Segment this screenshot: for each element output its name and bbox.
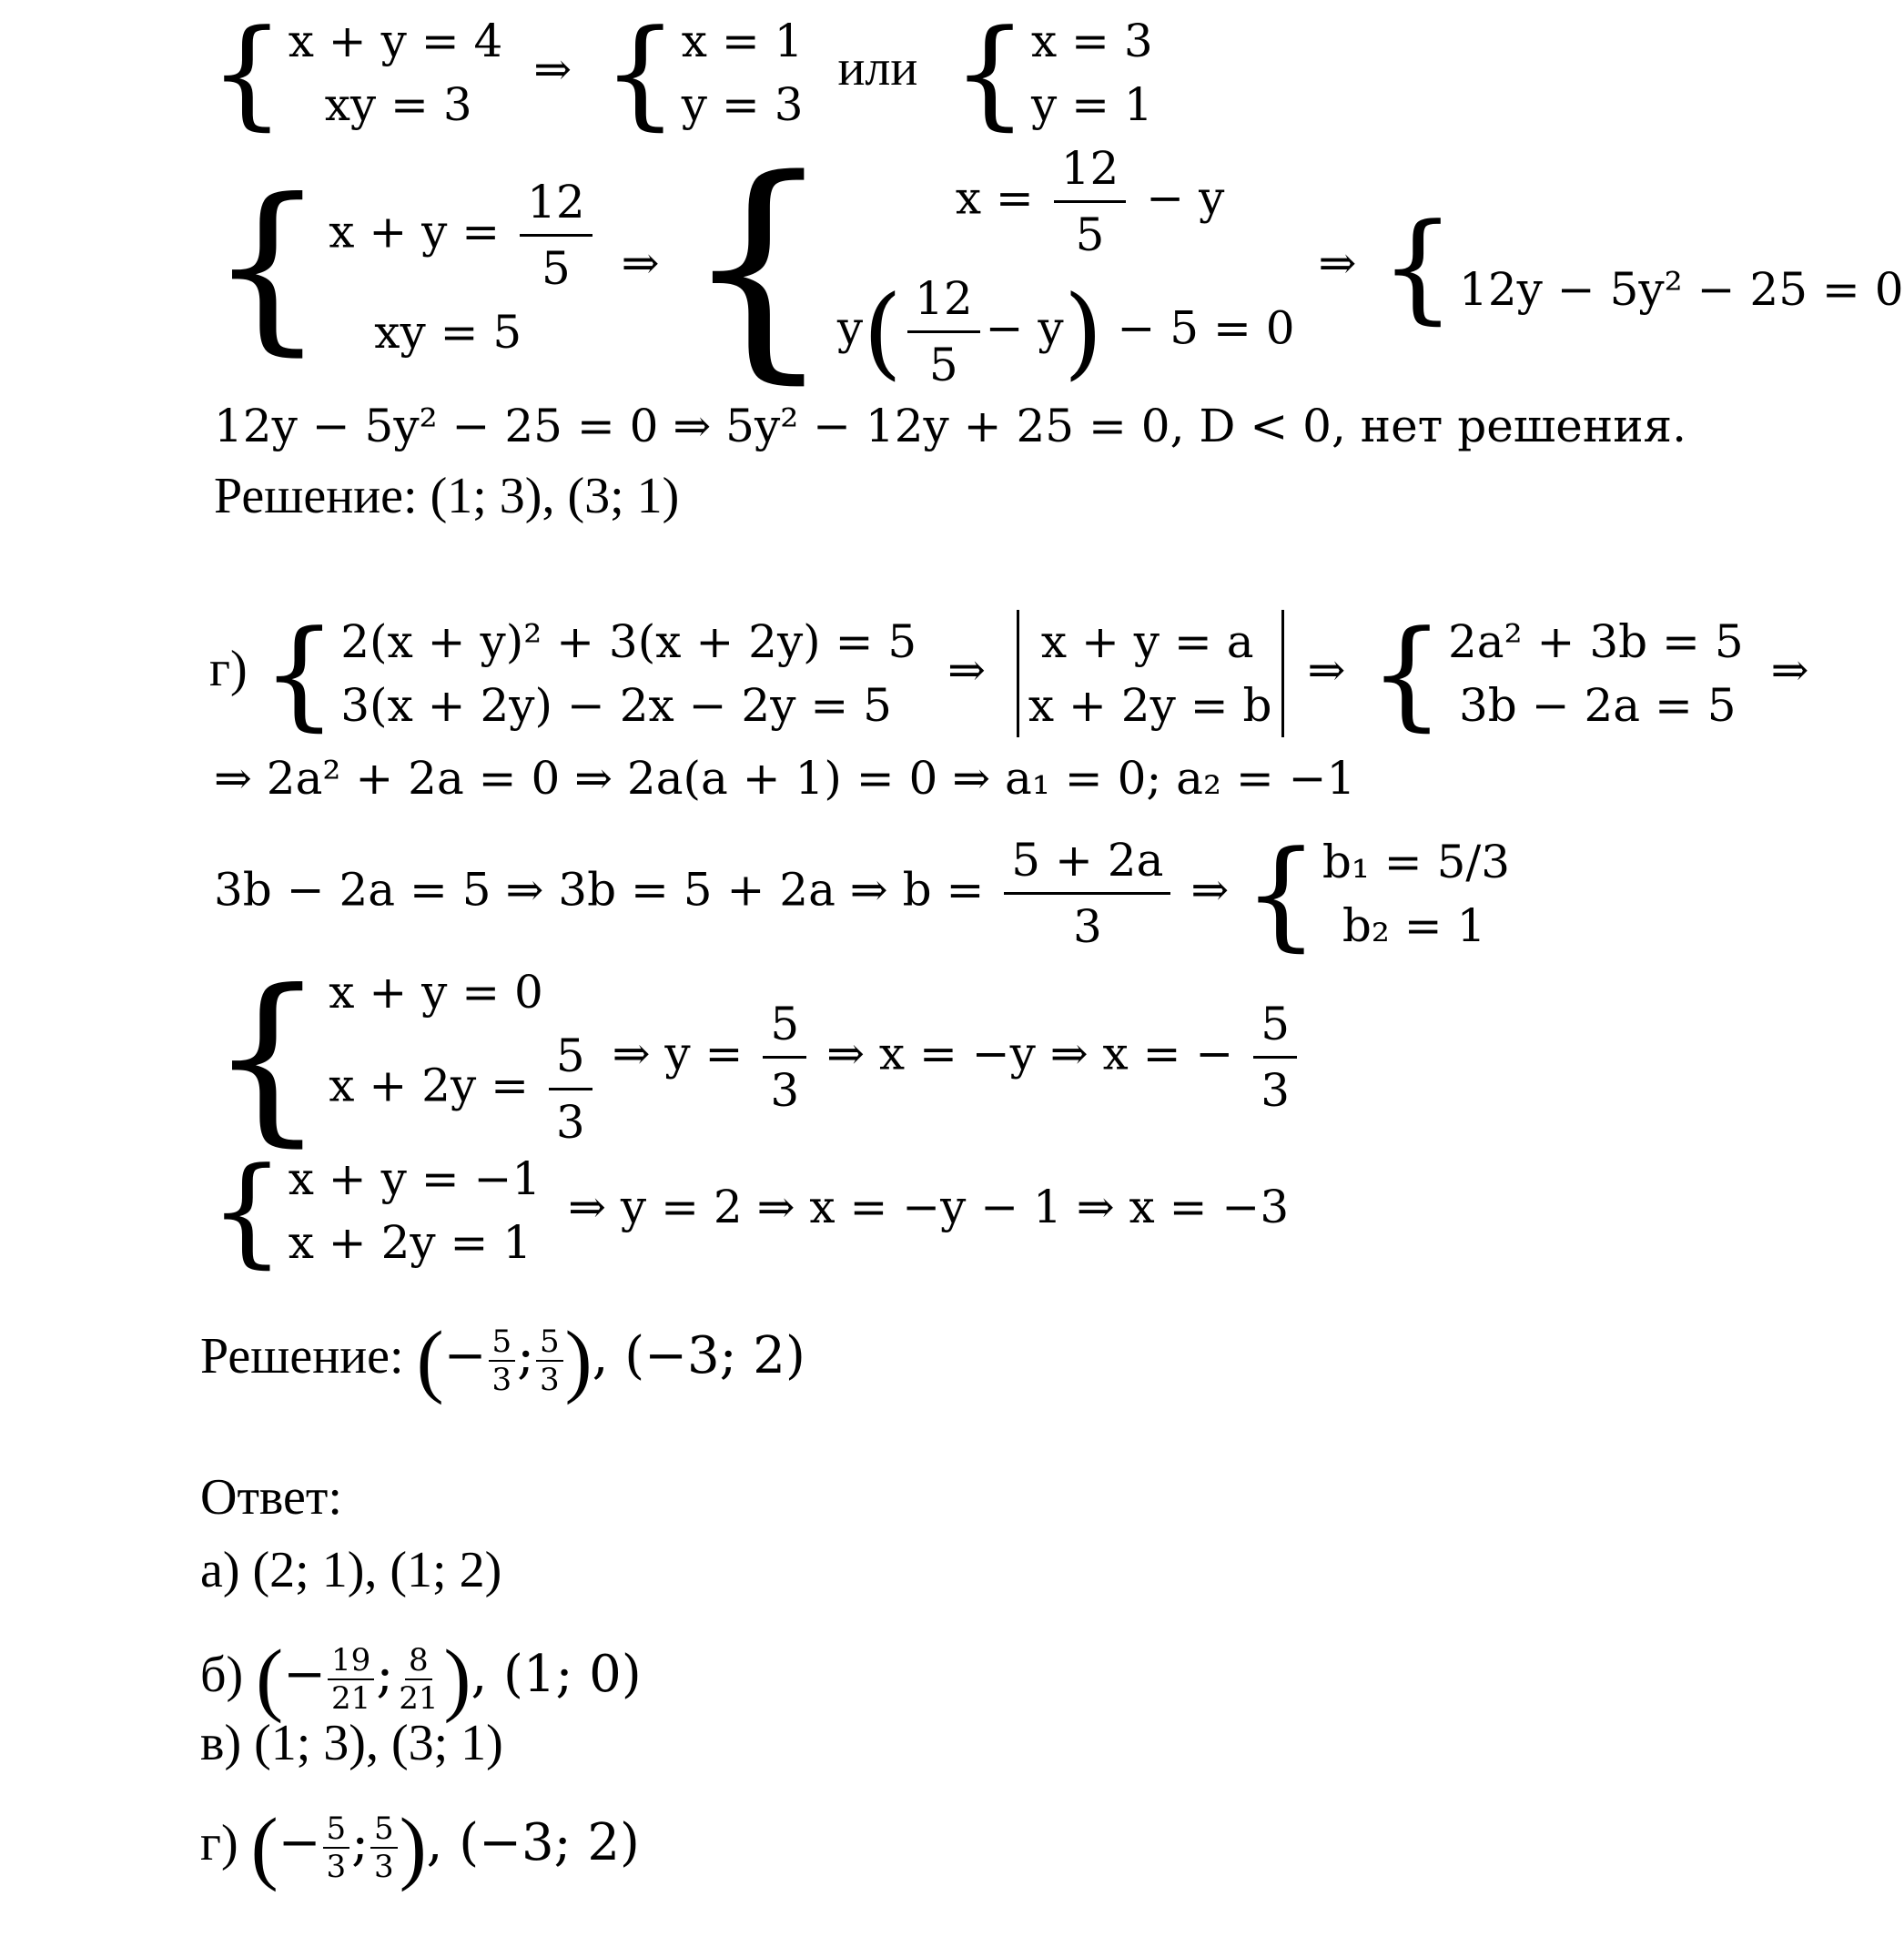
paren-open: ( bbox=[250, 1802, 279, 1892]
denominator: 3 bbox=[374, 1849, 394, 1885]
fraction bbox=[323, 1810, 350, 1885]
denominator: 3 bbox=[540, 1362, 560, 1398]
system-x1-y3 bbox=[603, 4, 804, 142]
equation: x + 2y = 1 bbox=[288, 1216, 532, 1269]
numerator: 5 bbox=[370, 1810, 398, 1849]
denominator: 3 bbox=[770, 1064, 800, 1117]
implies-arrow: ⇒ bbox=[1190, 863, 1230, 917]
paren-close: ) bbox=[399, 1802, 427, 1892]
equation: x + y = a bbox=[1040, 615, 1254, 668]
implies-arrow: ⇒ bbox=[621, 237, 660, 289]
system-original bbox=[261, 604, 917, 743]
equation: 2a² + 3b = 5 bbox=[1447, 615, 1744, 668]
brace-icon: { bbox=[261, 604, 338, 743]
paren-close: ) bbox=[1063, 273, 1103, 390]
fraction bbox=[520, 170, 592, 300]
discriminant-line: 12y − 5y² − 25 = 0 ⇒ 5y² − 12y + 25 = 0, D < 0, нет решения. bbox=[214, 400, 1686, 452]
brace-icon: { bbox=[952, 4, 1028, 142]
denominator: 5 bbox=[541, 241, 571, 295]
paren-close: ) bbox=[443, 1634, 471, 1724]
equation-prefix: y bbox=[836, 301, 864, 355]
denominator: 5 bbox=[1075, 208, 1105, 261]
brace-icon: { bbox=[603, 4, 678, 142]
paren-close: ) bbox=[564, 1315, 592, 1405]
system-case-2 bbox=[209, 1141, 542, 1280]
denominator: 3 bbox=[1261, 1064, 1291, 1117]
part-label: б) bbox=[200, 1646, 244, 1703]
implies-arrow: ⇒ bbox=[1770, 644, 1809, 696]
numerator: 5 + 2a bbox=[1004, 828, 1170, 895]
solution-g: Решение: (− $\frac{5}{3}$ ; $\frac{5}{3}$ ), (−3; 2) bbox=[200, 1315, 805, 1405]
part-label: г) bbox=[209, 641, 248, 697]
quadratic-line: ⇒ 2a² + 2a = 0 ⇒ 2a(a + 1) = 0 ⇒ a₁ = 0; a₂ = −1 bbox=[214, 752, 1356, 805]
answer-suffix: , (−3; 2) bbox=[426, 1812, 640, 1872]
system-line-1 bbox=[209, 4, 1153, 142]
numerator: 12 bbox=[1054, 137, 1127, 203]
equation-inner: − y bbox=[985, 301, 1064, 355]
system-x3-y1 bbox=[952, 4, 1153, 142]
equation: xy = 3 bbox=[324, 78, 472, 131]
equation-prefix: x + 2y = bbox=[329, 1059, 529, 1112]
system-line-g bbox=[209, 604, 1809, 743]
brace-icon: { bbox=[209, 950, 326, 1163]
implies-arrow: ⇒ bbox=[947, 644, 986, 696]
system-ab bbox=[1369, 604, 1744, 743]
denominator: 3 bbox=[326, 1849, 347, 1885]
equation: y = 3 bbox=[681, 78, 804, 131]
fraction bbox=[763, 992, 806, 1122]
implies-arrow: ⇒ bbox=[1318, 237, 1357, 289]
equation: 3(x + 2y) − 2x − 2y = 5 bbox=[340, 679, 892, 732]
equation: 3b − 2a = 5 bbox=[1458, 679, 1737, 732]
solution-line: Решение: (1; 3), (3; 1) bbox=[214, 468, 680, 524]
equation: b₁ = 5/3 bbox=[1322, 835, 1511, 888]
fraction bbox=[370, 1810, 398, 1885]
answer-b: б) (− $\frac{19}{21}$ ; $\frac{8}{21}$ ), (1; 0) bbox=[200, 1634, 642, 1724]
equation: x + y = −1 bbox=[288, 1152, 542, 1205]
equation-prefix: 3b − 2a = 5 ⇒ 3b = 5 + 2a ⇒ b = bbox=[214, 863, 985, 917]
answer-suffix: , (1; 0) bbox=[471, 1644, 642, 1704]
equation-prefix: x = bbox=[955, 171, 1034, 225]
denominator: 21 bbox=[331, 1680, 371, 1717]
brace-icon: { bbox=[1369, 604, 1444, 743]
fraction bbox=[549, 1024, 592, 1154]
b-line bbox=[214, 824, 1511, 963]
equation: 12y − 5y² − 25 = 0 bbox=[1459, 263, 1904, 316]
brace-icon: { bbox=[209, 4, 285, 142]
fraction bbox=[1054, 137, 1127, 267]
numerator: 5 bbox=[1253, 992, 1297, 1059]
answer-title: Ответ: bbox=[200, 1469, 342, 1526]
equation: x = 3 bbox=[1030, 15, 1153, 67]
fraction bbox=[395, 1642, 441, 1717]
numerator: 5 bbox=[549, 1024, 592, 1090]
system-xy3 bbox=[209, 4, 503, 142]
case-line-1 bbox=[209, 950, 1302, 1163]
system-line-2 bbox=[209, 129, 1904, 404]
numerator: 5 bbox=[323, 1810, 350, 1849]
denominator: 5 bbox=[928, 339, 958, 391]
denominator: 3 bbox=[1072, 900, 1102, 953]
system-b bbox=[1243, 824, 1511, 963]
equation-rest: ⇒ y = 2 ⇒ x = −y − 1 ⇒ x = −3 bbox=[568, 1181, 1290, 1233]
brace-icon: { bbox=[683, 129, 834, 404]
equation-suffix: − 5 = 0 bbox=[1117, 301, 1295, 355]
equation: x + 2y = b bbox=[1028, 679, 1272, 732]
equation-mid: ⇒ y = bbox=[612, 1027, 744, 1080]
brace-icon: { bbox=[1380, 198, 1456, 336]
fraction bbox=[489, 1323, 516, 1398]
implies-arrow: ⇒ bbox=[533, 43, 572, 96]
fraction bbox=[907, 267, 980, 397]
brace-icon: { bbox=[1243, 824, 1319, 963]
fraction bbox=[536, 1323, 563, 1398]
numerator: 5 bbox=[536, 1323, 563, 1362]
equation: x + y = 0 bbox=[329, 966, 543, 1019]
equation: xy = 5 bbox=[374, 305, 522, 359]
part-label: г) bbox=[200, 1814, 238, 1871]
equation: b₂ = 1 bbox=[1342, 898, 1486, 952]
numerator: 19 bbox=[328, 1642, 374, 1680]
case-line-2 bbox=[209, 1141, 1290, 1280]
paren-open: ( bbox=[863, 273, 903, 390]
numerator: 5 bbox=[489, 1323, 516, 1362]
fraction bbox=[1253, 992, 1297, 1122]
answer-a: а) (2; 1), (1; 2) bbox=[200, 1542, 502, 1598]
substitution bbox=[1017, 610, 1284, 737]
answer-v: в) (1; 3), (3; 1) bbox=[200, 1715, 503, 1771]
solution-suffix: , (−3; 2) bbox=[592, 1325, 805, 1385]
implies-arrow: ⇒ bbox=[1307, 644, 1346, 696]
equation-prefix: x + y = bbox=[329, 205, 501, 258]
denominator: 3 bbox=[555, 1096, 585, 1149]
paren-open: ( bbox=[256, 1634, 284, 1724]
denominator: 21 bbox=[399, 1680, 439, 1717]
equation: x + y = 4 bbox=[288, 15, 503, 67]
fraction bbox=[1004, 828, 1170, 958]
brace-icon: { bbox=[209, 160, 326, 372]
numerator: 8 bbox=[405, 1642, 432, 1680]
system-middle bbox=[683, 129, 1295, 404]
solution-label: Решение: bbox=[200, 1327, 404, 1384]
fraction bbox=[328, 1642, 374, 1717]
numerator: 12 bbox=[520, 170, 592, 237]
system-case-1 bbox=[209, 950, 598, 1163]
equation-suffix: − y bbox=[1146, 171, 1225, 225]
equation: x = 1 bbox=[681, 15, 804, 67]
numerator: 5 bbox=[763, 992, 806, 1059]
system-right bbox=[1380, 198, 1904, 336]
answer-g: г) (− $\frac{5}{3}$ ; $\frac{5}{3}$ ), (−3; 2) bbox=[200, 1802, 640, 1892]
system-left bbox=[209, 160, 598, 372]
numerator: 12 bbox=[907, 267, 980, 333]
paren-open: ( bbox=[416, 1315, 444, 1405]
denominator: 3 bbox=[491, 1362, 512, 1398]
equation-mid: ⇒ x = −y ⇒ x = − bbox=[826, 1027, 1234, 1080]
equation: y = 1 bbox=[1030, 78, 1153, 131]
or-word: или bbox=[837, 40, 918, 96]
brace-icon: { bbox=[209, 1141, 285, 1280]
equation: 2(x + y)² + 3(x + 2y) = 5 bbox=[340, 615, 917, 668]
